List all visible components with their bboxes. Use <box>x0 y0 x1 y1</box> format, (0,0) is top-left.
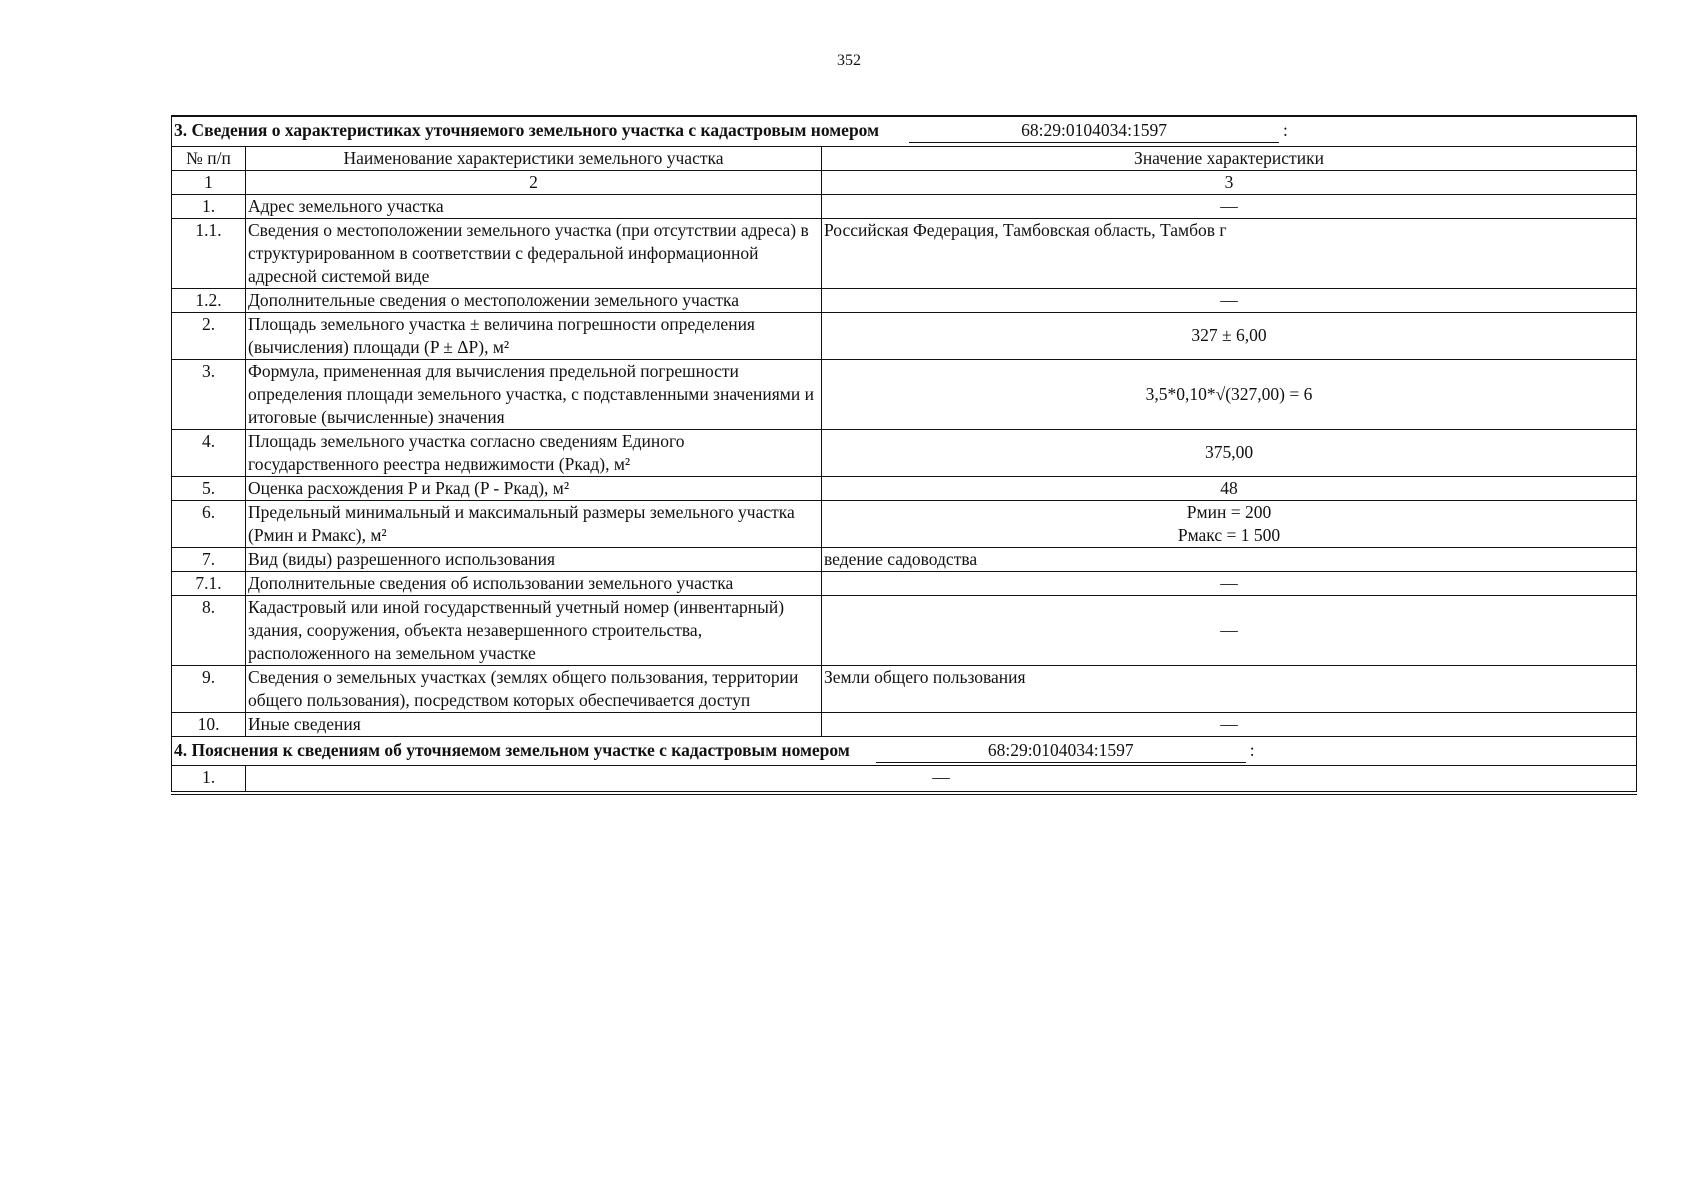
table-row <box>172 218 1637 288</box>
row-number: 2. <box>172 312 246 359</box>
column-number-3: 3 <box>822 170 1637 194</box>
row-name: Формула, примененная для вычисления предельной погрешности определения площади земельного участка, с подставленными значениями и итоговые (вычисленные) значения <box>246 359 822 429</box>
section3-header <box>172 116 1637 146</box>
row-number: 1. <box>172 194 246 218</box>
column-number-1: 1 <box>172 170 246 194</box>
row-number: 5. <box>172 476 246 500</box>
table-row <box>172 359 1637 429</box>
row-name: Сведения о земельных участках (землях общего пользования, территории общего пользования), посредством которых обеспечивается доступ <box>246 665 822 712</box>
row-number: 9. <box>172 665 246 712</box>
table-row <box>172 665 1637 712</box>
row-value: — <box>822 288 1637 312</box>
section4-title: 4. Пояснения к сведениям об уточняемом земельном участке с кадастровым номером <box>174 739 850 760</box>
row-name: Оценка расхождения P и Ркад (P - Ркад), м² <box>246 476 822 500</box>
row-name: Кадастровый или иной государственный учетный номер (инвентарный) здания, сооружения, объекта незавершенного строительства, расположенного на земельном участке <box>246 595 822 665</box>
table-row <box>172 476 1637 500</box>
table-row <box>172 595 1637 665</box>
row-name: Адрес земельного участка <box>246 194 822 218</box>
row-number: 1.2. <box>172 288 246 312</box>
row-value: Российская Федерация, Тамбовская область, Тамбов г <box>822 218 1637 288</box>
row-number: 1.1. <box>172 218 246 288</box>
table-row <box>172 312 1637 359</box>
table-row <box>172 429 1637 476</box>
row-number: 7. <box>172 547 246 571</box>
row-name: Сведения о местоположении земельного участка (при отсутствии адреса) в структурированном в соответствии с федеральной информационной адресной системой виде <box>246 218 822 288</box>
row-value: 327 ± 6,00 <box>822 312 1637 359</box>
row-name: Вид (виды) разрешенного использования <box>246 547 822 571</box>
table-row <box>172 547 1637 571</box>
row-value: 3,5*0,10*√(327,00) = 6 <box>822 359 1637 429</box>
table-header-row <box>172 146 1637 170</box>
row-number: 3. <box>172 359 246 429</box>
section4-row-value: — <box>246 765 1637 793</box>
row-value: Земли общего пользования <box>822 665 1637 712</box>
table-row <box>172 500 1637 547</box>
table-row <box>172 194 1637 218</box>
min-size-value: Рмин = 200 <box>1186 501 1272 522</box>
row-name: Иные сведения <box>246 712 822 736</box>
section3-title: 3. Сведения о характеристиках уточняемого земельного участка с кадастровым номером <box>174 120 880 141</box>
row-number: 6. <box>172 500 246 547</box>
row-number: 4. <box>172 429 246 476</box>
section4-header <box>172 736 1637 765</box>
row-value <box>822 500 1637 547</box>
column-numbers-row <box>172 170 1637 194</box>
page-number: 352 <box>837 52 861 69</box>
section4-row-number: 1. <box>172 765 246 793</box>
section4-row <box>172 765 1637 793</box>
row-name: Дополнительные сведения об использовании земельного участка <box>246 571 822 595</box>
max-size-value: Рмакс = 1 500 <box>1177 524 1281 545</box>
section3-cadastral-number: 68:29:0104034:1597 <box>909 119 1279 143</box>
section4-colon: : <box>1249 739 1255 760</box>
row-value: — <box>822 571 1637 595</box>
row-value: 48 <box>822 476 1637 500</box>
row-name: Площадь земельного участка согласно сведениям Единого государственного реестра недвижимости (Ркад), м² <box>246 429 822 476</box>
header-col-name: Наименование характеристики земельного участка <box>246 146 822 170</box>
column-number-2: 2 <box>246 170 822 194</box>
row-value: ведение садоводства <box>822 547 1637 571</box>
row-name: Площадь земельного участка ± величина погрешности определения (вычисления) площади (P ± ΔP), м² <box>246 312 822 359</box>
row-value: — <box>822 595 1637 665</box>
section3-colon: : <box>1283 120 1288 141</box>
section4-cadastral-number: 68:29:0104034:1597 <box>876 739 1246 763</box>
row-value: — <box>822 194 1637 218</box>
row-number: 7.1. <box>172 571 246 595</box>
header-col-number: № п/п <box>172 146 246 170</box>
row-value: 375,00 <box>822 429 1637 476</box>
table-row <box>172 288 1637 312</box>
header-col-value: Значение характеристики <box>822 146 1637 170</box>
land-plot-characteristics-table <box>171 115 1637 795</box>
row-number: 8. <box>172 595 246 665</box>
row-value: — <box>822 712 1637 736</box>
row-name: Предельный минимальный и максимальный размеры земельного участка (Рмин и Рмакс), м² <box>246 500 822 547</box>
table-row <box>172 571 1637 595</box>
row-number: 10. <box>172 712 246 736</box>
row-name: Дополнительные сведения о местоположении земельного участка <box>246 288 822 312</box>
table-row <box>172 712 1637 736</box>
